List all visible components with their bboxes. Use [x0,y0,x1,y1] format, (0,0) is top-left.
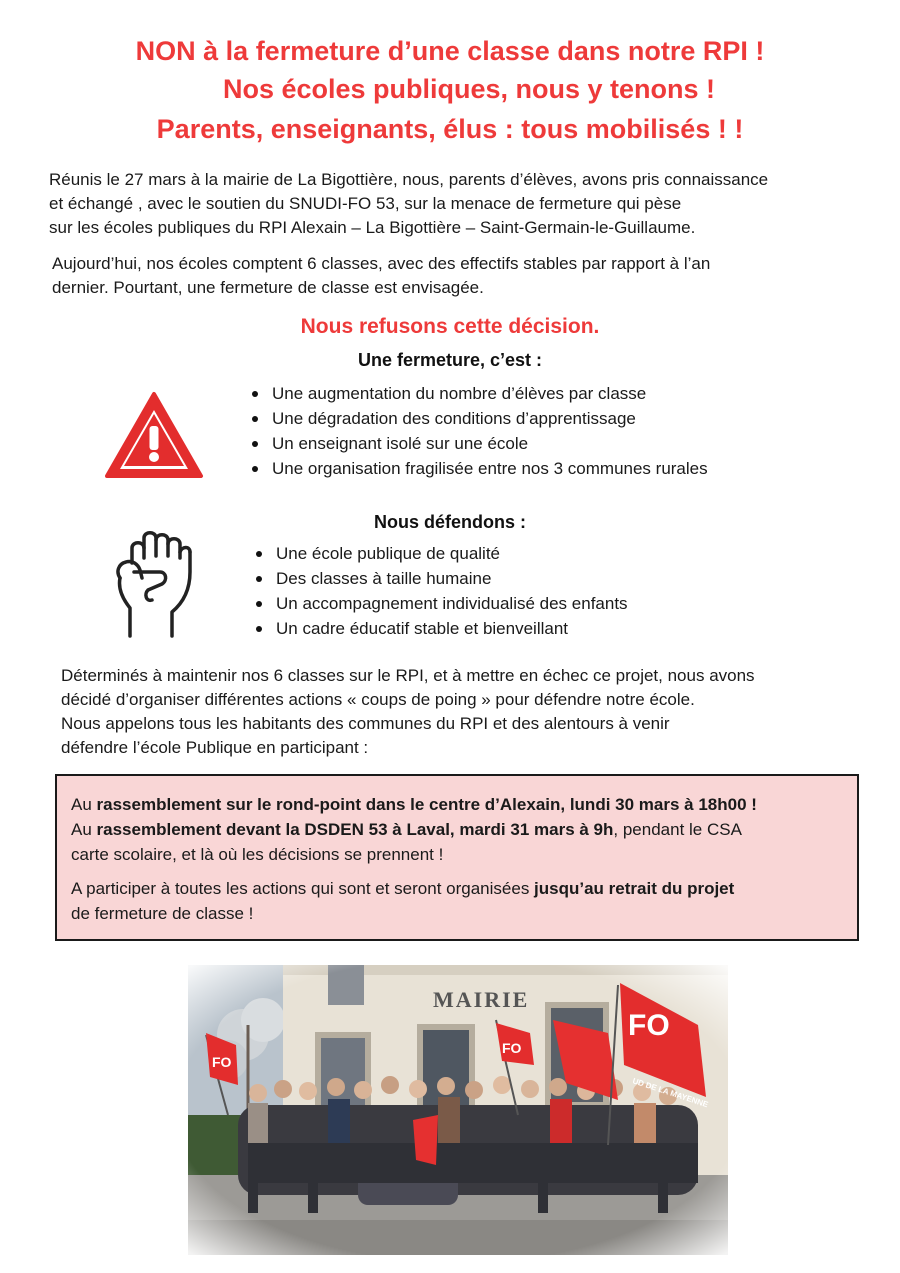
list-item: Des classes à taille humaine [250,566,628,591]
closure-heading: Une fermeture, c’est : [357,350,543,370]
closure-list [246,381,708,481]
status-line: Aujourd’hui, nos écoles comptent 6 classes, avec des effectifs stables par rapport à l’an [52,254,711,273]
event-1: Au rassemblement sur le rond-point dans le centre d’Alexain, lundi 30 mars à 18h00 ! [71,795,757,814]
list-item: Une dégradation des conditions d’apprentissage [246,406,708,431]
event-2: Au rassemblement devant la DSDEN 53 à Laval, mardi 31 mars à 9h, pendant le CSA [71,820,742,839]
group-photo [188,965,728,1255]
event-3: A participer à toutes les actions qui sont et seront organisées jusqu’au retrait du projet [71,879,735,898]
headline-2: Nos écoles publiques, nous y tenons ! [222,74,716,104]
event-1-highlight: rassemblement sur le rond-point dans le centre d’Alexain, lundi 30 mars à 18h00 ! [96,795,757,814]
call-line: Nous appelons tous les habitants des communes du RPI et des alentours à venir [61,714,670,733]
event-3-highlight: jusqu’au retrait du projet [534,879,735,898]
status-paragraph [52,252,710,300]
events-callout [55,774,859,941]
intro-line: sur les écoles publiques du RPI Alexain – La Bigottière – Saint-Germain-le-Guillaume. [49,218,696,237]
event-2-continued: carte scolaire, et là où les décisions se prennent ! [71,845,444,864]
intro-paragraph [49,168,768,240]
warning-triangle-icon [104,390,204,480]
list-item: Un accompagnement individualisé des enfants [250,591,628,616]
raised-fist-icon [110,528,200,640]
defend-list [250,541,628,641]
status-line: dernier. Pourtant, une fermeture de classe est envisagée. [52,278,484,297]
list-item: Une organisation fragilisée entre nos 3 communes rurales [246,456,708,481]
defend-heading: Nous défendons : [374,512,526,532]
intro-line: et échangé , avec le soutien du SNUDI-FO 53, sur la menace de fermeture qui pèse [49,194,682,213]
headline-3: Parents, enseignants, élus : tous mobilisés ! ! [156,114,744,144]
list-item: Une augmentation du nombre d’élèves par classe [246,381,708,406]
call-line: défendre l’école Publique en participant : [61,738,369,757]
refusal-heading: Nous refusons cette décision. [300,315,600,338]
event-2-highlight: rassemblement devant la DSDEN 53 à Laval, mardi 31 mars à 9h [96,820,614,839]
list-item: Un enseignant isolé sur une école [246,431,708,456]
call-line: Déterminés à maintenir nos 6 classes sur le RPI, et à mettre en échec ce projet, nous avons [61,666,755,685]
call-line: décidé d’organiser différentes actions « coups de poing » pour défendre notre école. [61,690,695,709]
event-3-continued: de fermeture de classe ! [71,904,254,923]
headline-1: NON à la fermeture d’une classe dans notre RPI ! [135,36,765,66]
intro-line: Réunis le 27 mars à la mairie de La Bigottière, nous, parents d’élèves, avons pris connaissance [49,170,769,189]
list-item: Un cadre éducatif stable et bienveillant [250,616,628,641]
call-paragraph [61,664,755,760]
list-item: Une école publique de qualité [250,541,628,566]
